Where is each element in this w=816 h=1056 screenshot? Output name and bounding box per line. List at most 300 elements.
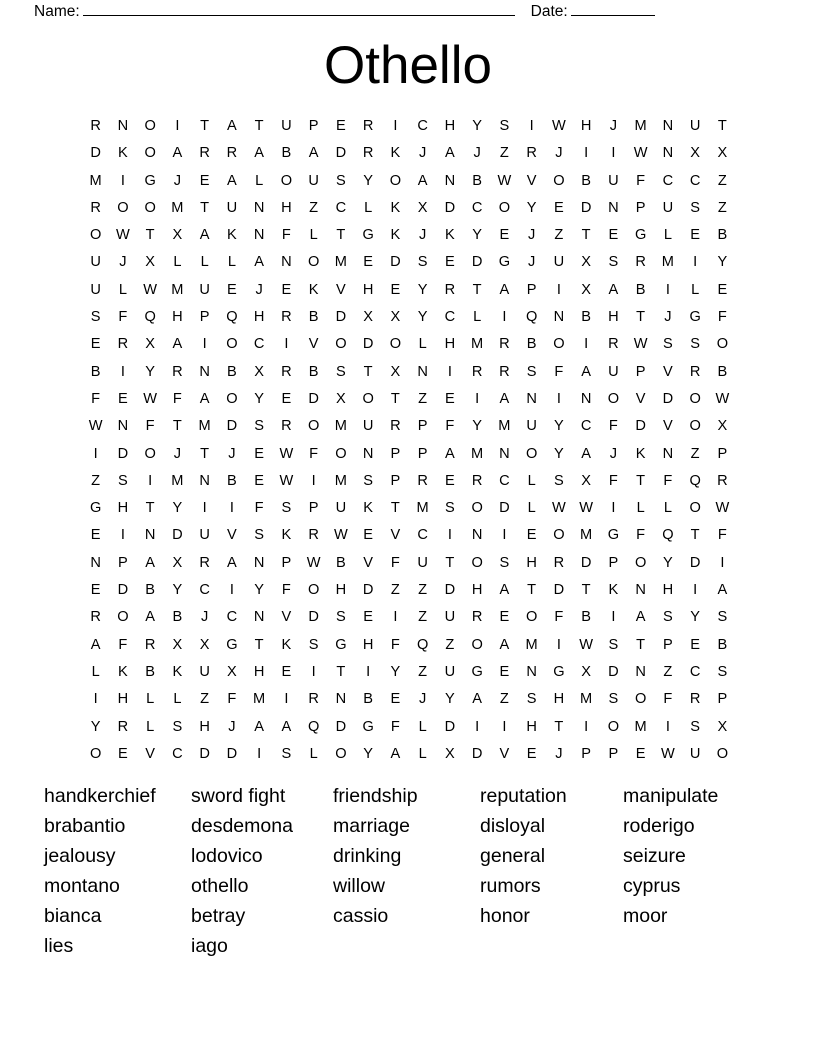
grid-cell[interactable]: N [117,418,129,435]
grid-cell[interactable]: S [499,554,510,571]
grid-cell[interactable]: X [581,472,591,489]
grid-cell[interactable]: D [580,554,592,571]
grid-cell[interactable]: I [311,663,316,680]
grid-cell[interactable]: L [473,309,482,326]
grid-cell[interactable]: U [335,500,347,517]
grid-cell[interactable]: R [226,145,238,162]
grid-cell[interactable]: L [527,472,536,489]
grid-cell[interactable]: I [366,663,371,680]
grid-cell[interactable]: K [118,145,128,162]
grid-cell[interactable]: P [717,445,728,462]
word-list-item[interactable]: seizure [623,845,686,867]
grid-cell[interactable]: N [526,390,537,407]
grid-cell[interactable]: Z [717,199,727,216]
grid-cell[interactable]: Q [416,636,429,653]
grid-cell[interactable]: S [308,636,319,653]
grid-cell[interactable]: F [118,309,128,326]
grid-cell[interactable]: C [444,309,456,326]
grid-cell[interactable]: S [254,527,264,544]
grid-cell[interactable]: Y [472,118,482,134]
grid-cell[interactable]: R [199,145,210,162]
word-list-item[interactable]: willow [333,875,386,897]
grid-cell[interactable]: V [635,390,646,407]
grid-cell[interactable]: F [390,636,400,653]
grid-cell[interactable]: N [553,309,565,326]
grid-cell[interactable]: I [120,172,125,189]
grid-cell[interactable]: B [145,663,155,680]
grid-cell[interactable]: G [226,636,238,653]
grid-cell[interactable]: I [175,118,180,134]
grid-cell[interactable]: O [553,336,565,353]
grid-cell[interactable]: E [90,582,101,599]
grid-cell[interactable]: B [472,172,482,189]
grid-cell[interactable]: F [445,418,455,435]
grid-cell[interactable]: I [311,472,316,489]
grid-cell[interactable]: B [581,609,591,626]
grid-cell[interactable]: I [229,500,234,517]
grid-cell[interactable]: S [526,691,537,708]
grid-cell[interactable]: F [254,500,264,517]
grid-cell[interactable]: Z [663,663,673,680]
grid-cell[interactable]: J [555,145,563,162]
name-input-line[interactable] [83,2,515,16]
grid-cell[interactable]: R [717,472,728,489]
grid-cell[interactable]: E [281,281,292,298]
grid-cell[interactable]: A [199,227,210,244]
grid-cell[interactable]: C [199,582,210,599]
grid-cell[interactable]: F [663,691,673,708]
grid-cell[interactable]: A [581,363,591,380]
grid-cell[interactable]: K [172,663,183,680]
grid-cell[interactable]: L [309,227,318,244]
grid-cell[interactable]: O [307,418,320,435]
grid-cell[interactable]: Z [200,691,210,708]
grid-cell[interactable]: U [662,199,674,216]
grid-cell[interactable]: F [554,363,564,380]
grid-cell[interactable]: J [609,118,618,134]
grid-cell[interactable]: T [581,582,591,599]
grid-cell[interactable]: S [526,363,537,380]
grid-cell[interactable]: N [90,554,101,571]
grid-cell[interactable]: N [281,254,292,271]
grid-cell[interactable]: H [253,309,265,326]
grid-cell[interactable]: D [199,745,210,762]
grid-cell[interactable]: V [227,527,237,544]
grid-cell[interactable]: J [228,718,236,735]
grid-cell[interactable]: O [689,500,701,517]
grid-cell[interactable]: E [118,390,128,407]
grid-cell[interactable]: T [145,500,155,517]
grid-cell[interactable]: Z [690,445,700,462]
grid-cell[interactable]: E [199,172,210,189]
grid-cell[interactable]: X [581,281,591,298]
grid-cell[interactable]: X [581,663,591,680]
grid-cell[interactable]: Y [363,172,373,189]
grid-cell[interactable]: M [525,636,538,653]
grid-cell[interactable]: T [445,554,455,571]
grid-cell[interactable]: U [526,418,537,435]
word-list-item[interactable]: moor [623,905,668,927]
grid-cell[interactable]: J [255,281,263,298]
grid-cell[interactable]: O [144,199,156,216]
grid-cell[interactable]: O [389,336,402,353]
grid-cell[interactable]: M [580,527,593,544]
grid-cell[interactable]: I [393,118,398,134]
grid-cell[interactable]: E [118,745,128,762]
grid-cell[interactable]: O [144,445,156,462]
grid-cell[interactable]: H [444,118,456,134]
grid-cell[interactable]: I [202,500,207,517]
grid-cell[interactable]: W [306,554,321,571]
grid-cell[interactable]: Y [554,445,564,462]
grid-cell[interactable]: R [172,363,183,380]
grid-cell[interactable]: J [200,609,209,626]
grid-cell[interactable]: H [172,309,183,326]
date-input-line[interactable] [571,2,655,16]
grid-cell[interactable]: I [120,527,125,544]
grid-cell[interactable]: I [529,118,534,134]
grid-cell[interactable]: M [171,199,184,216]
grid-cell[interactable]: T [172,418,182,435]
grid-cell[interactable]: S [363,472,373,489]
grid-cell[interactable]: A [254,254,264,271]
grid-cell[interactable]: E [227,281,237,298]
grid-cell[interactable]: B [145,582,155,599]
grid-cell[interactable]: C [335,199,347,216]
grid-cell[interactable]: O [335,445,347,462]
grid-cell[interactable]: D [444,582,456,599]
grid-cell[interactable]: I [665,718,670,735]
grid-cell[interactable]: Y [417,309,428,326]
grid-cell[interactable]: A [227,172,237,189]
grid-cell[interactable]: D [117,445,129,462]
grid-cell[interactable]: D [226,418,238,435]
grid-cell[interactable]: I [202,336,207,353]
grid-cell[interactable]: O [117,609,129,626]
grid-cell[interactable]: L [227,254,236,271]
grid-cell[interactable]: R [689,691,701,708]
grid-cell[interactable]: K [281,636,292,653]
grid-cell[interactable]: X [581,254,591,271]
grid-cell[interactable]: S [118,472,128,489]
grid-cell[interactable]: C [471,199,483,216]
grid-cell[interactable]: F [145,418,155,435]
grid-cell[interactable]: G [607,527,620,544]
grid-cell[interactable]: Y [145,363,155,380]
grid-cell[interactable]: T [717,118,727,134]
grid-cell[interactable]: I [229,582,234,599]
grid-cell[interactable]: D [608,663,619,680]
grid-cell[interactable]: Y [554,418,564,435]
grid-cell[interactable]: L [200,254,209,271]
grid-cell[interactable]: S [336,363,346,380]
grid-cell[interactable]: M [253,691,266,708]
grid-cell[interactable]: E [717,281,728,298]
grid-cell[interactable]: P [199,309,210,326]
grid-cell[interactable]: S [336,609,346,626]
grid-cell[interactable]: E [90,336,101,353]
grid-cell[interactable]: O [362,390,374,407]
grid-cell[interactable]: P [308,118,319,134]
grid-cell[interactable]: F [636,527,646,544]
grid-cell[interactable]: A [499,636,510,653]
grid-cell[interactable]: E [499,227,510,244]
grid-cell[interactable]: C [662,172,674,189]
grid-cell[interactable]: R [526,145,537,162]
grid-cell[interactable]: R [689,363,701,380]
grid-cell[interactable]: E [363,527,373,544]
grid-cell[interactable]: T [200,445,210,462]
grid-cell[interactable]: Y [172,500,183,517]
grid-cell[interactable]: A [254,145,264,162]
grid-cell[interactable]: V [336,281,346,298]
grid-cell[interactable]: W [551,500,566,517]
grid-cell[interactable]: Z [445,636,455,653]
grid-cell[interactable]: C [689,172,701,189]
grid-cell[interactable]: Y [172,582,183,599]
grid-cell[interactable]: Z [499,145,509,162]
grid-cell[interactable]: A [445,445,455,462]
grid-cell[interactable]: Y [690,609,700,626]
grid-cell[interactable]: J [228,445,236,462]
word-list-item[interactable]: rumors [480,875,541,897]
grid-cell[interactable]: W [279,445,294,462]
grid-cell[interactable]: N [444,172,456,189]
grid-cell[interactable]: H [362,281,374,298]
grid-cell[interactable]: L [418,745,427,762]
grid-cell[interactable]: U [308,172,319,189]
grid-cell[interactable]: M [661,254,674,271]
grid-cell[interactable]: I [720,554,725,571]
word-list-item[interactable]: cassio [333,905,389,927]
grid-cell[interactable]: H [117,691,129,708]
grid-cell[interactable]: X [145,254,155,271]
grid-cell[interactable]: I [393,609,398,626]
grid-cell[interactable]: O [525,445,538,462]
grid-cell[interactable]: K [281,527,292,544]
grid-cell[interactable]: E [90,527,101,544]
grid-cell[interactable]: F [390,718,400,735]
grid-cell[interactable]: P [308,500,319,517]
grid-cell[interactable]: O [471,554,483,571]
grid-cell[interactable]: D [335,309,347,326]
grid-cell[interactable]: U [417,554,428,571]
grid-cell[interactable]: T [390,390,400,407]
grid-cell[interactable]: X [199,636,210,653]
grid-cell[interactable]: E [363,254,373,271]
grid-cell[interactable]: R [281,418,292,435]
grid-cell[interactable]: H [553,691,565,708]
word-list-item[interactable]: montano [44,875,120,897]
grid-cell[interactable]: A [227,554,237,571]
grid-cell[interactable]: L [364,199,373,216]
grid-cell[interactable]: X [172,554,183,571]
grid-cell[interactable]: R [444,281,456,298]
grid-cell[interactable]: O [689,418,701,435]
grid-cell[interactable]: H [471,582,483,599]
grid-cell[interactable]: E [336,118,346,134]
grid-cell[interactable]: I [93,445,98,462]
grid-cell[interactable]: L [527,500,536,517]
grid-cell[interactable]: R [199,554,210,571]
grid-cell[interactable]: C [417,118,428,134]
grid-cell[interactable]: S [336,172,346,189]
grid-cell[interactable]: S [663,609,673,626]
grid-cell[interactable]: V [281,609,292,626]
grid-cell[interactable]: U [199,663,210,680]
grid-cell[interactable]: P [608,554,619,571]
grid-cell[interactable]: O [89,745,102,762]
grid-cell[interactable]: E [690,227,700,244]
grid-cell[interactable]: M [634,118,647,134]
grid-cell[interactable]: R [90,609,101,626]
grid-cell[interactable]: E [526,527,537,544]
grid-cell[interactable]: U [444,663,456,680]
grid-cell[interactable]: K [390,145,401,162]
grid-cell[interactable]: I [556,636,561,653]
word-list-item[interactable]: betray [191,905,246,927]
grid-cell[interactable]: I [556,390,561,407]
grid-cell[interactable]: M [198,418,211,435]
grid-cell[interactable]: A [227,118,237,134]
grid-cell[interactable]: C [689,663,701,680]
grid-cell[interactable]: N [335,691,347,708]
grid-cell[interactable]: C [417,527,428,544]
grid-cell[interactable]: S [445,500,455,517]
grid-cell[interactable]: A [472,691,482,708]
grid-cell[interactable]: W [633,336,648,353]
grid-cell[interactable]: F [309,445,319,462]
grid-cell[interactable]: E [554,199,564,216]
grid-cell[interactable]: O [716,336,729,353]
grid-cell[interactable]: B [227,363,237,380]
grid-cell[interactable]: V [308,336,319,353]
word-list-item[interactable]: roderigo [623,815,695,837]
grid-cell[interactable]: X [172,227,183,244]
grid-cell[interactable]: Y [363,745,373,762]
grid-cell[interactable]: A [199,390,210,407]
grid-cell[interactable]: E [690,636,700,653]
grid-cell[interactable]: R [553,554,565,571]
grid-cell[interactable]: H [608,309,619,326]
grid-cell[interactable]: B [635,281,646,298]
grid-cell[interactable]: A [608,281,619,298]
grid-cell[interactable]: A [417,172,428,189]
grid-cell[interactable]: I [284,691,289,708]
grid-cell[interactable]: P [118,554,128,571]
grid-cell[interactable]: T [336,663,346,680]
grid-cell[interactable]: T [363,363,373,380]
grid-cell[interactable]: H [362,636,374,653]
grid-cell[interactable]: L [309,745,318,762]
grid-cell[interactable]: R [362,118,374,134]
grid-cell[interactable]: C [580,418,592,435]
grid-cell[interactable]: L [255,172,264,189]
grid-cell[interactable]: O [525,609,538,626]
grid-cell[interactable]: I [502,718,507,735]
grid-cell[interactable]: S [281,500,292,517]
grid-cell[interactable]: V [363,554,373,571]
grid-cell[interactable]: I [611,145,616,162]
grid-cell[interactable]: Q [307,718,320,735]
grid-cell[interactable]: A [445,145,455,162]
grid-cell[interactable]: A [581,445,591,462]
grid-cell[interactable]: S [554,472,564,489]
grid-cell[interactable]: M [498,418,511,435]
grid-cell[interactable]: H [580,118,592,134]
grid-cell[interactable]: O [226,336,238,353]
grid-cell[interactable]: N [117,118,129,134]
grid-cell[interactable]: V [663,363,673,380]
grid-cell[interactable]: E [281,390,292,407]
grid-cell[interactable]: Z [418,609,428,626]
grid-cell[interactable]: X [336,390,346,407]
grid-cell[interactable]: Y [526,199,537,216]
grid-cell[interactable]: Q [689,472,701,489]
grid-cell[interactable]: I [502,309,507,326]
grid-cell[interactable]: M [416,500,429,517]
grid-cell[interactable]: G [144,172,156,189]
grid-cell[interactable]: P [635,363,646,380]
grid-cell[interactable]: I [584,336,589,353]
grid-cell[interactable]: B [581,309,591,326]
grid-cell[interactable]: G [89,500,102,517]
grid-cell[interactable]: J [664,309,672,326]
grid-cell[interactable]: D [362,582,374,599]
grid-cell[interactable]: L [418,718,427,735]
grid-cell[interactable]: A [90,636,101,653]
word-list-item[interactable]: iago [191,935,228,957]
grid-cell[interactable]: H [526,718,537,735]
grid-cell[interactable]: I [584,145,589,162]
grid-cell[interactable]: I [584,718,589,735]
grid-cell[interactable]: Z [717,172,727,189]
grid-cell[interactable]: N [580,390,592,407]
grid-cell[interactable]: N [499,445,510,462]
grid-cell[interactable]: M [171,281,184,298]
word-list-item[interactable]: brabantio [44,815,126,837]
grid-cell[interactable]: L [418,336,427,353]
grid-cell[interactable]: V [663,418,673,435]
grid-cell[interactable]: Y [445,691,455,708]
grid-cell[interactable]: K [608,582,619,599]
grid-cell[interactable]: Y [717,254,728,271]
grid-cell[interactable]: A [499,281,510,298]
grid-cell[interactable]: B [281,145,292,162]
grid-cell[interactable]: G [335,636,347,653]
grid-cell[interactable]: X [717,145,728,162]
grid-cell[interactable]: L [663,500,672,517]
grid-cell[interactable]: U [226,199,238,216]
grid-cell[interactable]: A [281,718,292,735]
grid-cell[interactable]: Y [472,418,482,435]
grid-cell[interactable]: N [417,363,428,380]
grid-cell[interactable]: F [663,472,673,489]
grid-cell[interactable]: I [693,254,698,271]
grid-cell[interactable]: V [499,745,510,762]
grid-cell[interactable]: D [362,336,374,353]
grid-cell[interactable]: S [608,691,619,708]
grid-cell[interactable]: S [690,718,700,735]
grid-cell[interactable]: I [693,582,698,599]
grid-cell[interactable]: X [717,718,728,735]
word-list-item[interactable]: friendship [333,785,418,807]
grid-cell[interactable]: K [390,199,401,216]
word-list-item[interactable]: manipulate [623,785,719,807]
grid-cell[interactable]: D [308,390,319,407]
grid-cell[interactable]: M [634,718,647,735]
grid-cell[interactable]: D [580,199,592,216]
